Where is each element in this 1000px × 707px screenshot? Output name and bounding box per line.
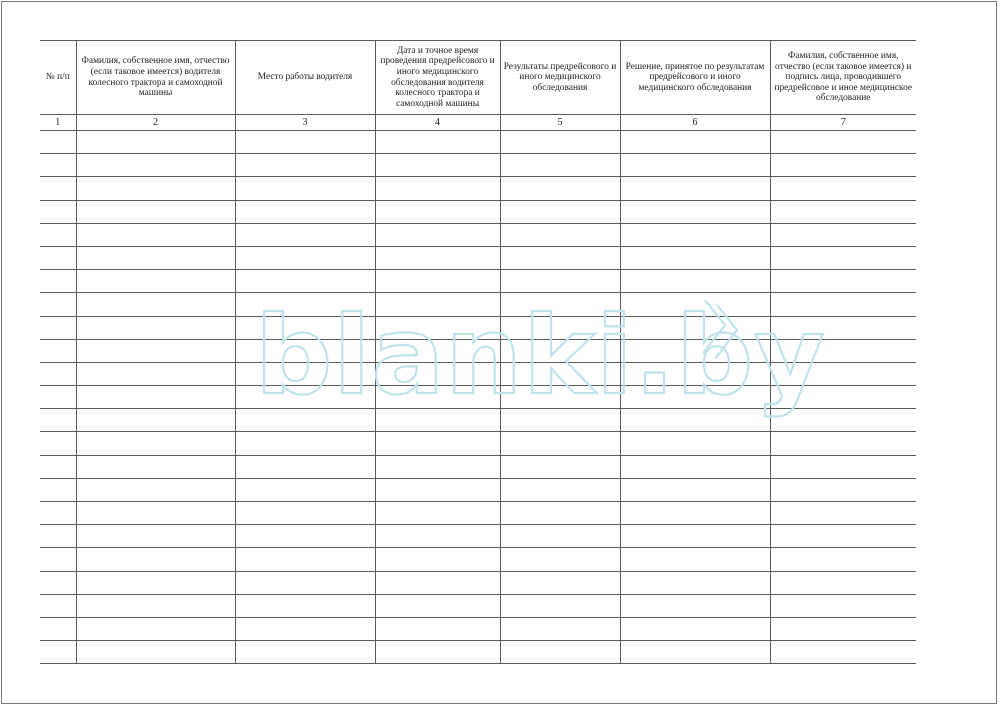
table-cell[interactable] — [76, 548, 235, 571]
table-cell[interactable] — [40, 246, 76, 269]
table-cell[interactable] — [375, 386, 500, 409]
table-cell[interactable] — [375, 641, 500, 664]
table-cell[interactable] — [235, 548, 375, 571]
column-number-cell: 7 — [770, 115, 916, 131]
table-cell[interactable] — [770, 571, 916, 594]
table-row — [40, 478, 916, 501]
table-cell[interactable] — [40, 386, 76, 409]
table-cell[interactable] — [76, 362, 235, 385]
table-cell[interactable] — [620, 432, 770, 455]
table-cell[interactable] — [235, 246, 375, 269]
table-cell[interactable] — [500, 478, 620, 501]
table-cell[interactable] — [500, 293, 620, 316]
journal-body — [40, 131, 916, 664]
table-cell[interactable] — [235, 386, 375, 409]
table-row — [40, 548, 916, 571]
table-cell[interactable] — [500, 409, 620, 432]
table-cell[interactable] — [76, 246, 235, 269]
table-cell[interactable] — [375, 362, 500, 385]
table-cell[interactable] — [235, 409, 375, 432]
table-cell[interactable] — [620, 455, 770, 478]
table-row — [40, 525, 916, 548]
table-row — [40, 502, 916, 525]
table-cell[interactable] — [770, 525, 916, 548]
table-cell[interactable] — [76, 200, 235, 223]
table-cell[interactable] — [770, 409, 916, 432]
header-cell-exam-datetime: Дата и точное время проведения предрейсового и иного медицинского обследования водителя колесного трактора и самоходной машины — [375, 41, 500, 115]
table-cell[interactable] — [770, 200, 916, 223]
table-cell[interactable] — [770, 362, 916, 385]
table-cell[interactable] — [500, 154, 620, 177]
table-cell[interactable] — [76, 571, 235, 594]
table-cell[interactable] — [375, 339, 500, 362]
table-cell[interactable] — [40, 455, 76, 478]
table-cell[interactable] — [40, 502, 76, 525]
table-cell[interactable] — [500, 316, 620, 339]
table-row — [40, 293, 916, 316]
table-cell[interactable] — [375, 131, 500, 154]
table-row — [40, 641, 916, 664]
table-row — [40, 571, 916, 594]
table-cell[interactable] — [40, 200, 76, 223]
table-cell[interactable] — [40, 293, 76, 316]
table-cell[interactable] — [500, 362, 620, 385]
column-number-row — [40, 115, 916, 131]
table-cell[interactable] — [235, 641, 375, 664]
table-cell[interactable] — [40, 594, 76, 617]
table-cell[interactable] — [235, 571, 375, 594]
table-cell[interactable] — [235, 200, 375, 223]
table-cell[interactable] — [770, 177, 916, 200]
table-cell[interactable] — [40, 432, 76, 455]
table-row — [40, 200, 916, 223]
table-row — [40, 154, 916, 177]
table-row — [40, 316, 916, 339]
header-cell-decision: Решение, принятое по результатам предрейсового и иного медицинского обследования — [620, 41, 770, 115]
header-cell-examiner-signature: Фамилия, собственное имя, отчество (если таковое имеется) и подпись лица, проводившего предрейсовое и иное медицинское обследование — [770, 41, 916, 115]
table-cell[interactable] — [40, 548, 76, 571]
table-cell[interactable] — [500, 432, 620, 455]
table-cell[interactable] — [235, 316, 375, 339]
table-cell[interactable] — [235, 223, 375, 246]
table-cell[interactable] — [76, 455, 235, 478]
table-cell[interactable] — [40, 177, 76, 200]
table-cell[interactable] — [620, 641, 770, 664]
table-cell[interactable] — [76, 386, 235, 409]
table-cell[interactable] — [375, 432, 500, 455]
table-cell[interactable] — [770, 293, 916, 316]
table-cell[interactable] — [375, 316, 500, 339]
table-cell[interactable] — [620, 502, 770, 525]
table-cell[interactable] — [620, 131, 770, 154]
table-cell[interactable] — [500, 246, 620, 269]
table-cell[interactable] — [500, 548, 620, 571]
table-cell[interactable] — [40, 154, 76, 177]
table-cell[interactable] — [375, 502, 500, 525]
table-cell[interactable] — [375, 594, 500, 617]
table-cell[interactable] — [40, 641, 76, 664]
header-cell-exam-results: Результаты предрейсового и иного медицинского обследования — [500, 41, 620, 115]
table-cell[interactable] — [375, 200, 500, 223]
table-cell[interactable] — [770, 154, 916, 177]
table-cell[interactable] — [235, 455, 375, 478]
column-number-cell: 1 — [40, 115, 76, 131]
table-cell[interactable] — [770, 478, 916, 501]
table-row — [40, 432, 916, 455]
table-cell[interactable] — [76, 270, 235, 293]
table-row — [40, 223, 916, 246]
table-cell[interactable] — [76, 478, 235, 501]
watermark-text: blanki.by — [255, 294, 826, 419]
table-cell[interactable] — [76, 502, 235, 525]
table-cell[interactable] — [620, 316, 770, 339]
table-row — [40, 455, 916, 478]
table-cell[interactable] — [235, 502, 375, 525]
table-row — [40, 386, 916, 409]
table-cell[interactable] — [770, 386, 916, 409]
table-cell[interactable] — [500, 502, 620, 525]
table-cell[interactable] — [235, 293, 375, 316]
table-cell[interactable] — [375, 571, 500, 594]
table-cell[interactable] — [620, 525, 770, 548]
table-cell[interactable] — [76, 617, 235, 640]
table-cell[interactable] — [375, 409, 500, 432]
table-cell[interactable] — [76, 594, 235, 617]
table-cell[interactable] — [235, 339, 375, 362]
table-cell[interactable] — [620, 594, 770, 617]
table-cell[interactable] — [235, 362, 375, 385]
table-row — [40, 409, 916, 432]
table-cell[interactable] — [500, 525, 620, 548]
table-cell[interactable] — [40, 270, 76, 293]
header-cell-number: № п/п — [40, 41, 76, 115]
table-cell[interactable] — [500, 386, 620, 409]
table-row — [40, 617, 916, 640]
column-number-cell: 2 — [76, 115, 235, 131]
table-cell[interactable] — [500, 177, 620, 200]
table-cell[interactable] — [770, 548, 916, 571]
table-row — [40, 131, 916, 154]
table-cell[interactable] — [770, 316, 916, 339]
table-cell[interactable] — [40, 362, 76, 385]
header-row — [40, 41, 916, 115]
table-cell[interactable] — [620, 478, 770, 501]
table-cell[interactable] — [235, 594, 375, 617]
table-cell[interactable] — [76, 154, 235, 177]
table-cell[interactable] — [500, 617, 620, 640]
column-number-cell: 3 — [235, 115, 375, 131]
table-cell[interactable] — [620, 200, 770, 223]
table-cell[interactable] — [770, 246, 916, 269]
table-cell[interactable] — [235, 131, 375, 154]
table-cell[interactable] — [500, 339, 620, 362]
table-cell[interactable] — [76, 131, 235, 154]
table-cell[interactable] — [76, 316, 235, 339]
table-cell[interactable] — [500, 270, 620, 293]
table-cell[interactable] — [500, 200, 620, 223]
table-cell[interactable] — [375, 246, 500, 269]
table-cell[interactable] — [620, 293, 770, 316]
table-cell[interactable] — [40, 316, 76, 339]
table-cell[interactable] — [235, 270, 375, 293]
column-number-cell: 6 — [620, 115, 770, 131]
table-cell[interactable] — [375, 154, 500, 177]
table-cell[interactable] — [770, 131, 916, 154]
table-cell[interactable] — [235, 154, 375, 177]
table-cell[interactable] — [76, 177, 235, 200]
table-cell[interactable] — [235, 478, 375, 501]
table-cell[interactable] — [76, 293, 235, 316]
table-cell[interactable] — [620, 223, 770, 246]
table-cell[interactable] — [40, 409, 76, 432]
table-cell[interactable] — [375, 270, 500, 293]
table-cell[interactable] — [76, 641, 235, 664]
column-number-cell: 4 — [375, 115, 500, 131]
table-cell[interactable] — [76, 339, 235, 362]
table-cell[interactable] — [500, 223, 620, 246]
table-row — [40, 362, 916, 385]
medical-exam-journal-table — [40, 40, 916, 664]
header-cell-workplace: Место работы водителя — [235, 41, 375, 115]
table-cell[interactable] — [500, 594, 620, 617]
table-cell[interactable] — [235, 177, 375, 200]
table-cell[interactable] — [770, 223, 916, 246]
table-cell[interactable] — [375, 455, 500, 478]
table-cell[interactable] — [500, 641, 620, 664]
table-cell[interactable] — [76, 409, 235, 432]
table-cell[interactable] — [620, 270, 770, 293]
table-row — [40, 270, 916, 293]
table-cell[interactable] — [76, 432, 235, 455]
table-cell[interactable] — [375, 617, 500, 640]
table-cell[interactable] — [770, 270, 916, 293]
table-row — [40, 246, 916, 269]
table-cell[interactable] — [770, 594, 916, 617]
table-row — [40, 177, 916, 200]
table-cell[interactable] — [770, 641, 916, 664]
table-cell[interactable] — [770, 432, 916, 455]
table-row — [40, 594, 916, 617]
table-cell[interactable] — [620, 548, 770, 571]
table-cell[interactable] — [620, 617, 770, 640]
table-cell[interactable] — [770, 617, 916, 640]
table-cell[interactable] — [375, 293, 500, 316]
table-cell[interactable] — [235, 525, 375, 548]
table-cell[interactable] — [620, 409, 770, 432]
table-cell[interactable] — [620, 362, 770, 385]
table-cell[interactable] — [500, 571, 620, 594]
table-cell[interactable] — [235, 617, 375, 640]
table-cell[interactable] — [40, 223, 76, 246]
table-row — [40, 339, 916, 362]
table-cell[interactable] — [76, 525, 235, 548]
table-cell[interactable] — [375, 177, 500, 200]
table-cell[interactable] — [40, 478, 76, 501]
table-cell[interactable] — [375, 223, 500, 246]
table-cell[interactable] — [40, 525, 76, 548]
table-cell[interactable] — [76, 223, 235, 246]
table-cell[interactable] — [40, 571, 76, 594]
table-cell[interactable] — [620, 386, 770, 409]
table-cell[interactable] — [40, 617, 76, 640]
table-cell[interactable] — [375, 525, 500, 548]
table-cell[interactable] — [500, 455, 620, 478]
table-cell[interactable] — [620, 339, 770, 362]
table-cell[interactable] — [40, 131, 76, 154]
table-cell[interactable] — [620, 177, 770, 200]
table-cell[interactable] — [770, 339, 916, 362]
table-cell[interactable] — [770, 502, 916, 525]
table-cell[interactable] — [40, 339, 76, 362]
table-cell[interactable] — [375, 478, 500, 501]
header-cell-driver-name: Фамилия, собственное имя, отчество (если таковое имеется) водителя колесного трактора и самоходной машины — [76, 41, 235, 115]
table-cell[interactable] — [500, 131, 620, 154]
table-cell[interactable] — [375, 548, 500, 571]
table-cell[interactable] — [770, 455, 916, 478]
column-number-cell: 5 — [500, 115, 620, 131]
table-cell[interactable] — [620, 246, 770, 269]
table-cell[interactable] — [235, 432, 375, 455]
table-cell[interactable] — [620, 571, 770, 594]
table-cell[interactable] — [620, 154, 770, 177]
